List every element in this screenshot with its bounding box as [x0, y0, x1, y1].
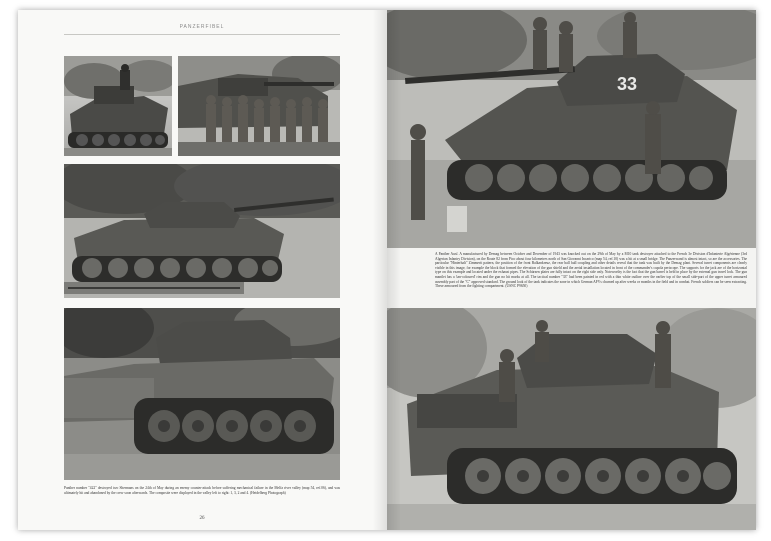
- photo-panther-crew-top-left: [64, 56, 172, 156]
- photo-soldiers-posing-top-right: [178, 56, 340, 156]
- photo-panther-tracks-bottom: [64, 308, 340, 480]
- photo-panther-wrecked-bottom: [387, 308, 756, 530]
- left-caption: Panther number "422" destroyed two Shermans on the 24th of May during an enemy counter-attack before suffering mechanical failure in the Melfa river valley (map 54, ref.06), and was ultimately hit and abandoned by the crew soon afterwards. The composite were displayed in the valley left to right: 1, 3, 2 and 4. (Heidelberg Photograph): [64, 486, 340, 495]
- running-head: PANZERFIBEL: [179, 24, 225, 30]
- right-caption: A Panther Ausf. A manufactured by Demag between October and December of 1943 was knocked out on the 29th of May by a M10 tank destroyer attached to the French 3e Division d'Infanterie Algérienne (3rd Algerian Infantry Division), on the Route 82 from Pico about four kilometres north of San Giovanni Incarico (map 54, ref.10) was a hit at a small bridge. The Panzerwand is almost intact, so are the accessories. The particular "Hinterhalt" Zimmerit pattern, the position of the front Balkankreuz, the rear ball hull coupling and other details reveal that the tank was built by the Demag plant. Several turret components are clearly visible in this image, for example the block that formed the elevation of the gun shield and the aerial installation located in front of the commander's cupola periscope. The supports for the jack are of the horizontal type on this example and located under the exhaust pipes. The Schürzen plates are fully intact on the right side only. Noteworthy is the fact that the gun barrel is held in place by the external gun travel lock. The gun mantlet has a 'tan-coloured' rim and the gun no hit marks at all. The tactical number "33" had been painted in red with a thin white outline over the earlier top of the small side-part of the upper turret armoured assembly part of the "C" approved standard. The ground look of the tank indicates the zone in which German AFVs churned up after weeks or months in the field and in combat. French soldiers can be seen extracting. These armoured from the fighting compartment. (USNC P9650): [435, 252, 747, 289]
- header-rule: [64, 34, 340, 35]
- right-page: [387, 10, 756, 530]
- photo-panther-field-middle: [64, 164, 340, 298]
- photo-panther-33-top: [387, 10, 756, 248]
- page-number: 26: [199, 516, 205, 521]
- left-page: [18, 10, 388, 530]
- book-spread: [18, 10, 756, 530]
- svg-text:33: 33: [617, 74, 638, 94]
